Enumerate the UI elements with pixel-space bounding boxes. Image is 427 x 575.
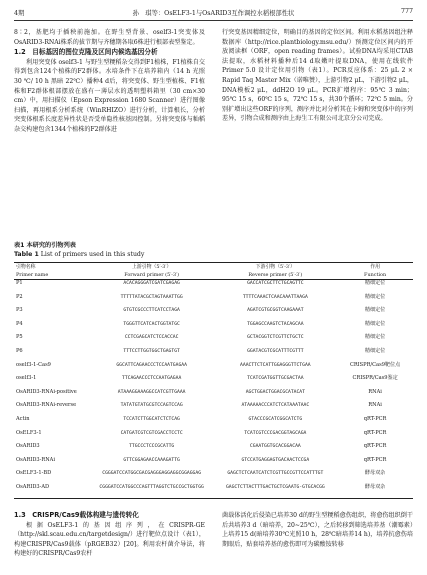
table-row — [14, 348, 413, 362]
function-cell: qRT-PCR — [363, 415, 387, 422]
function-cell: 精细定位 — [364, 307, 386, 314]
header-cell: 上游引物（5′-3′） — [90, 263, 214, 272]
forward-primer-cell: TTTCCTTGGTGGCTGAGTGT — [123, 348, 180, 354]
table-row — [14, 362, 413, 376]
reverse-primer-cell: AAACTTCTCATTGGAGGGTTCTGAA — [240, 362, 311, 368]
function-cell: RNAi — [368, 388, 382, 395]
function-cell: CRISPR/Cas9鉴定 — [352, 375, 398, 382]
forward-primer-cell: TCCATCTTGGCATCTCTCAG — [123, 416, 180, 422]
primer-name-cell: oself3-1 — [16, 375, 37, 382]
table-header-row-cn — [14, 263, 413, 272]
primer-name-cell: P4 — [16, 320, 23, 327]
reverse-primer-cell: GCTACGGTCTCGTTCTGCTC — [247, 335, 304, 341]
forward-primer-cell: CATGATCGTCGTCGACCTCCTC — [120, 430, 183, 436]
function-cell: 精细定位 — [364, 320, 386, 327]
bottom-right-column — [222, 511, 413, 549]
table-label-cn: 表1 — [14, 242, 25, 249]
header-cell: 引物名称 — [14, 263, 90, 272]
function-cell: RNAi — [368, 402, 382, 409]
table-header-row-en — [14, 271, 413, 280]
table-caption-en — [14, 250, 413, 259]
reverse-primer-cell: TCATCGTCCCGACGGTAGCAGA — [244, 430, 307, 436]
primer-name-cell: P5 — [16, 334, 23, 341]
reverse-primer-cell: GAGCTCTCAATCATCTCGTTGCCGTTCCATTTGT — [227, 471, 324, 477]
function-cell: qRT-PCR — [363, 456, 387, 463]
primer-name-cell: OsARID3-RNAi-positive — [16, 388, 77, 395]
primer-name-cell: P2 — [16, 293, 23, 300]
primer-name-cell: OsELF3-1 — [16, 429, 42, 436]
primer-name-cell: OsARID3-AD — [14, 484, 90, 498]
function-cell: qRT-PCR — [363, 429, 387, 436]
table-row — [14, 334, 413, 348]
header-cell: Forward primer (5′-3′) — [90, 271, 214, 280]
primer-name-cell: OsELF3-1-BD — [16, 470, 52, 477]
table-row — [14, 375, 413, 389]
header-cell: Primer name — [14, 271, 90, 280]
forward-primer-cell: CGGGATCCATGGCCCAGTTTAGGTCTGCCGCTGGTGG — [90, 484, 214, 498]
forward-primer-cell: TATATGTATGCGTCCAGTCCAG — [120, 403, 183, 409]
function-cell: 精细定位 — [364, 347, 386, 354]
primer-name-cell: OsARID3-RNAi-reverse — [16, 402, 77, 409]
table-title-cn: 本研究的引物列表 — [26, 242, 76, 249]
primer-name-cell: P1 — [16, 280, 23, 286]
reverse-primer-cell: CGAATGGTGCACGGACAA — [249, 444, 301, 450]
primer-name-cell: OsARID3-RNAi — [16, 456, 55, 463]
header-cell: 作用 — [337, 263, 413, 272]
function-cell: 酵母双杂 — [364, 470, 386, 477]
table-row — [14, 430, 413, 444]
section-heading-1-2: 1.2 目标基因的图位克隆及区间内候选基因分析 — [14, 48, 158, 57]
function-cell: 精细定位 — [364, 280, 386, 286]
reverse-primer-cell: AGATCGTGCGGTCAAGAAAT — [247, 308, 304, 314]
table-row — [14, 470, 413, 484]
table-row — [14, 280, 413, 294]
function-cell: qRT-PCR — [363, 443, 387, 450]
forward-primer-cell: GGCATTCAGAACCCTCCAATGAGAA — [116, 362, 187, 368]
table-row — [14, 416, 413, 430]
forward-primer-cell: ACACAGGGATCGATCGAGAG — [123, 281, 180, 286]
reverse-primer-cell: TGGAGCCAAGTCTACAGCAA — [247, 321, 304, 327]
primer-name-cell: OsARID3 — [16, 443, 40, 450]
page-number: 777 — [400, 8, 413, 15]
function-cell: 精细定位 — [364, 334, 386, 341]
table-title-en: List of primers used in this study — [40, 251, 145, 258]
forward-primer-cell: CGGGATCCATGGCGACGAGGGAGGAGGCGGAGGAG — [102, 471, 202, 477]
running-title: 孙 琪等：OsELF3-1与OsARID3互作调控水稻根部性状 — [132, 10, 295, 17]
reverse-primer-cell: TCATCGATGGTTGCGACTAA — [247, 376, 304, 382]
forward-primer-cell: TTGCCCTCCCGCATTG — [129, 444, 175, 450]
function-cell: CRISPR/Cas9靶位点 — [349, 361, 401, 368]
primer-name-cell: P3 — [16, 307, 23, 314]
function-cell: 酵母双杂 — [337, 484, 413, 498]
section-heading-1-3: 1.3 CRISPR/Cas9载体构建与遗传转化 — [14, 511, 139, 519]
forward-primer-cell: CCTCGAGCATCTCCACCAC — [124, 335, 179, 341]
forward-primer-cell: GTGTCGCCCTTCATCCTAGA — [123, 308, 180, 314]
reverse-primer-cell: AGCTGGACTGGACGCATACAT — [245, 389, 305, 395]
forward-primer-cell: ATAAAGGAAAGGCCATCGTTGAAA — [117, 389, 186, 395]
primer-name-cell: P6 — [16, 347, 23, 354]
table-row — [14, 307, 413, 321]
table-row — [14, 389, 413, 403]
paragraph: 8∶2，基肥均于插秧前施加。在野生型背景、oself3-1突变体及OsARID3-RNAi株系的拔节期与齐穗期各取6株进行根部表型鉴定。 — [14, 29, 205, 46]
forward-primer-cell: GTTCGGAGAACCAAAGATTG — [123, 457, 180, 463]
function-cell: 精细定位 — [364, 293, 386, 300]
paragraph: 行突变基因精细定位，明确目的基因的定位区间。利用水稻基因组注释数据库（http://rice.plantbiology.msu.edu/）预测定位区间内的开放阅读框（ORF，open reading frames）。试验DNA均采用CTAB法提取，水稻材料播种后14 d取嫩叶提取DNA，使用在线软件 Primer 5.0 设计定位用引物（表1）。PCR反应体系：25 μL 2 × Rapid Taq Master Mix（诺唯赞），上游引物2 μL，下游引物2 μL，DNA模板2 μL，ddH2O 19 μL。PCR扩增程序：95℃ 3 min；95℃ 15 s，60℃ 15 s，72℃ 15 s，共30个循环；72℃ 5 min。分别扩增出这些ORF的序列，测序并比对分析其在卡姆和突变体中的序列差异，引物合成和测序由上海生工有限公司北京分公司完成。 — [222, 29, 413, 123]
table-row — [14, 443, 413, 457]
reverse-primer-cell: GACCATCGCTTCTGCAGTTC — [247, 281, 304, 286]
header-cell: Function — [337, 271, 413, 280]
reverse-primer-cell: ATAAAAACCCATCTCATAAATAAC — [241, 403, 310, 409]
table-caption-cn — [14, 241, 413, 250]
primer-name-cell: Actin — [16, 415, 30, 422]
table-row — [14, 457, 413, 471]
left-column — [14, 28, 205, 135]
paragraph: 利用突变体 oself3-1 与野生型粳稻杂交得到F1植株，F1植株自交得到包含124个植株的F2群体。水培条件下在培养箱内（14 h 光照 30 ℃/ 10 h 黑暗 22℃）播种4 d后，将突变体、野生型植株、F1植株和F2群体根部摆放在盛有一薄层水的透明塑料箱里（30 cm×30 cm）中，用扫描仪（Epson Expression 1680 Scanner）进行图像扫描，再用根系分析系统（WinRHIZO）进行分析，计算根长，分析突变体根系长度差异性状是否受单隐性核基因控制。另将突变体与籼稻杂交构建包含1344个植株的F2群体进 — [14, 58, 205, 133]
paragraph: 根据OsELF3-1的基因组序列，在CRISPR-GE（http://skl.scau.edu.cn/targetdesign/）进行靶位点设计（表1），构建CRISPR/Cas9载体（pRGEB32）[20]。利用农杆菌介导法，将构建好的CRISPR/Cas9农杆 — [14, 521, 205, 558]
header-cell: Reverse primer (5′-3′) — [213, 271, 337, 280]
right-column — [222, 28, 413, 124]
reverse-primer-cell: TTTTCAAACTCAACAAATTAAGA — [242, 294, 308, 300]
forward-primer-cell: TGGGTTCATCACTGGTATGC — [123, 321, 180, 327]
reverse-primer-cell: GTACCCGCATCGGCATCTG — [248, 416, 303, 422]
table-row — [14, 402, 413, 416]
header-cell: 下游引物（5′-3′） — [213, 263, 337, 272]
table-row — [14, 321, 413, 335]
forward-primer-cell: TTTTTATACGCTAGTAAATTGG — [120, 294, 183, 300]
primer-name-cell: oself3-1-Cas9 — [16, 361, 51, 368]
bottom-left-column — [14, 511, 205, 559]
issue-number: 4期 — [14, 10, 25, 17]
paragraph: 菌载体活化后侵染已培养30 d的野生型粳稻愈伤组织，将愈伤组织倒干后共培养3 d（暗培养，20~25℃），之后转移到筛选培养基（潮霉素）上培养15 d(暗培养30℃光照10 h，28℃暗培养14 h)，培养抗愈伤培期眼后，贴套培养基的愈伤即可为碳酸铵转移 — [222, 512, 413, 548]
reverse-primer-cell: GGATACGTCGCATTTCGTTT — [247, 348, 304, 354]
table-label-en: Table 1 — [14, 251, 39, 258]
header-rule — [14, 20, 413, 21]
primer-table — [14, 262, 413, 499]
primer-table-block — [14, 241, 413, 499]
reverse-primer-cell: GTCCATGAGGAGTGACAACTCCGA — [241, 457, 310, 463]
reverse-primer-cell: GAGCTCTTACTTTGACTGCTCGAATG-GTGCACGG — [213, 484, 337, 498]
table-row — [14, 294, 413, 308]
forward-primer-cell: TTCAGAACCCTCCAATGAGAA — [122, 376, 182, 382]
table-row — [14, 484, 413, 498]
